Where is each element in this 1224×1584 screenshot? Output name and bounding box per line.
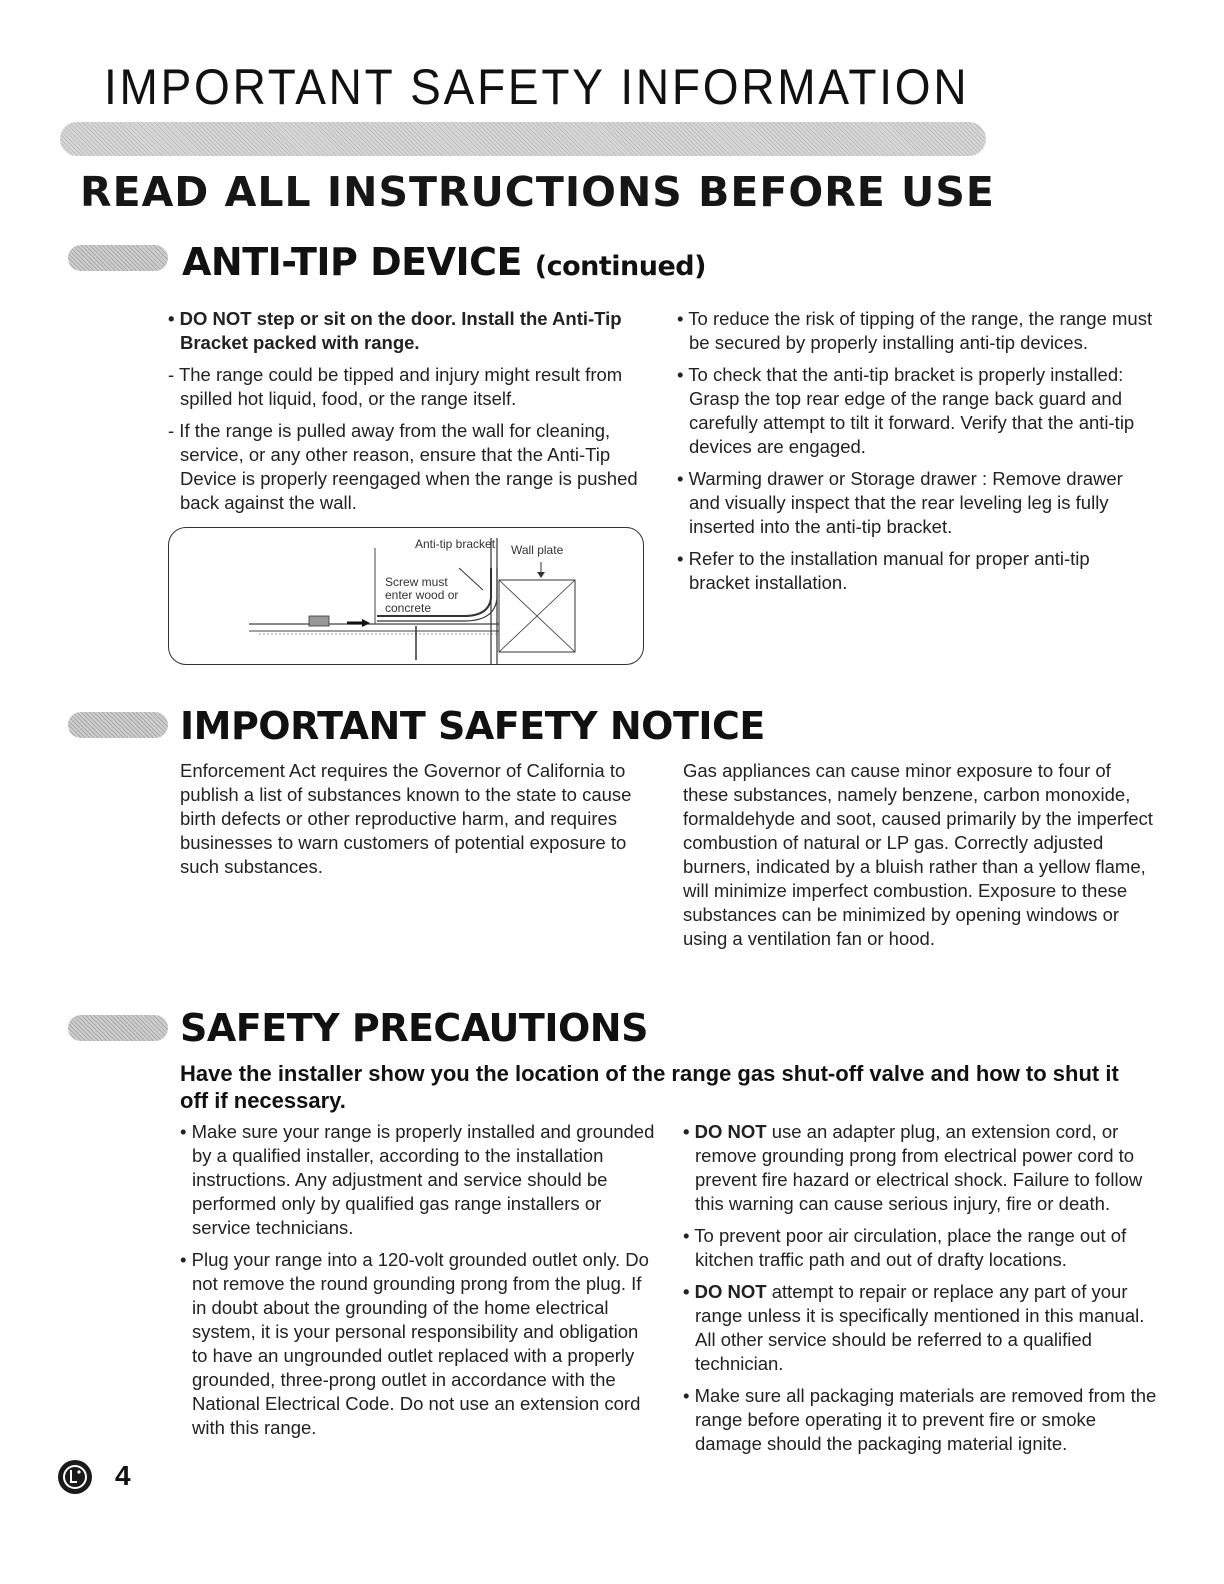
list-item [683,1224,1163,1272]
label-anti-tip-bracket: Anti-tip bracket [415,537,496,551]
label-screw: Screw must enter wood or concrete [385,575,459,615]
notice-right-text: Gas appliances can cause minor exposure to four of these substances, namely benzene, carbon monoxide, formaldehyde and soot, caused primarily by the imperfect combustion of natural or LP gas. Correctly adjusted burners, indicated by a bluish rather than a yellow flame, will minimize imperfect combustion. Exposure to these substances can be minimized by opening windows or using a ventilation fan or hood. [683,760,1153,949]
item-text: • To prevent poor air circulation, place the range out of kitchen traffic path and out of drafty locations. [683,1225,1127,1270]
anti-tip-heading-text: ANTI-TIP DEVICE [182,240,522,284]
list-item: - The range could be tipped and injury might result from spilled hot liquid, food, or the range itself. [168,364,623,409]
item-text: • Make sure all packaging materials are removed from the range before operating it to prevent fire or smoke damage should the packaging material ignite. [683,1385,1157,1454]
section-heading-anti-tip [182,240,706,284]
list-item: • Refer to the installation manual for proper anti-tip bracket installation. [677,548,1090,593]
page-title: IMPORTANT SAFETY INFORMATION [104,59,970,115]
list-item: • Warming drawer or Storage drawer : Remove drawer and visually inspect that the rear leveling leg is fully inserted into the anti-tip bracket. [677,468,1123,537]
page-number: 4 [115,1460,131,1491]
precautions-left-column [180,1120,658,1448]
subtitle: READ ALL INSTRUCTIONS BEFORE USE [80,168,995,216]
anti-tip-right-column [677,307,1155,603]
section-bullet-decor [68,245,168,271]
list-item: • To check that the anti-tip bracket is properly installed: Grasp the top rear edge of the range back guard and carefully attempt to tilt it forward. Verify that the anti-tip devices are engaged. [677,364,1135,457]
label-wall-plate: Wall plate [511,543,564,557]
list-item [683,1280,1163,1376]
list-item: • To reduce the risk of tipping of the range, the range must be secured by properly installing anti-tip devices. [677,308,1153,353]
anti-tip-left-column [168,307,638,523]
bold-lead: • DO NOT [683,1121,767,1142]
list-item: • Plug your range into a 120-volt grounded outlet only. Do not remove the round grounding prong from the plug. If in doubt about the grounding of the home electrical system, it is your personal responsibility and obligation to have an ungrounded outlet replaced with a properly grounded, three-prong outlet in accordance with the National Electrical Code. Do not use an extension cord with this range. [180,1249,649,1438]
lg-logo-icon [58,1460,92,1494]
item-text: use an adapter plug, an extension cord, or remove grounding prong from electrical power cord to prevent fire hazard or electrical shock. Failure to follow this warning can cause serious injury, fire or death. [695,1121,1143,1214]
anti-tip-warning: • DO NOT step or sit on the door. Install the Anti-Tip Bracket packed with range. [168,308,622,353]
title-decor-bar [60,122,986,156]
notice-left-text: Enforcement Act requires the Governor of California to publish a list of substances known to the state to cause birth defects or other reproductive harm, and requires businesses to warn customers of potential exposure to such substances. [180,760,632,877]
section-heading-precautions: SAFETY PRECAUTIONS [180,1006,648,1050]
list-item [683,1384,1163,1456]
precautions-intro: Have the installer show you the location of the range gas shut-off valve and how to shut it off if necessary. [180,1061,1119,1113]
anti-tip-heading-suffix: (continued) [534,251,706,282]
list-item: • Make sure your range is properly installed and grounded by a qualified installer, according to the installation instructions. Any adjustment and service should be performed only by qualified gas range installers or service technicians. [180,1121,655,1238]
list-item [683,1120,1163,1216]
list-item: - If the range is pulled away from the wall for cleaning, service, or any other reason, ensure that the Anti-Tip Device is properly reengaged when the range is pushed back against the wall. [168,420,638,513]
item-text: attempt to repair or replace any part of your range unless it is specifically mentioned in this manual. All other service should be referred to a qualified technician. [695,1281,1145,1374]
bold-lead: • DO NOT [683,1281,767,1302]
lg-logo-mark [58,1460,92,1494]
section-bullet-decor [68,1015,168,1041]
anti-tip-diagram [168,527,644,665]
section-heading-notice: IMPORTANT SAFETY NOTICE [180,704,765,748]
precautions-right-column [683,1120,1163,1464]
section-bullet-decor [68,712,168,738]
